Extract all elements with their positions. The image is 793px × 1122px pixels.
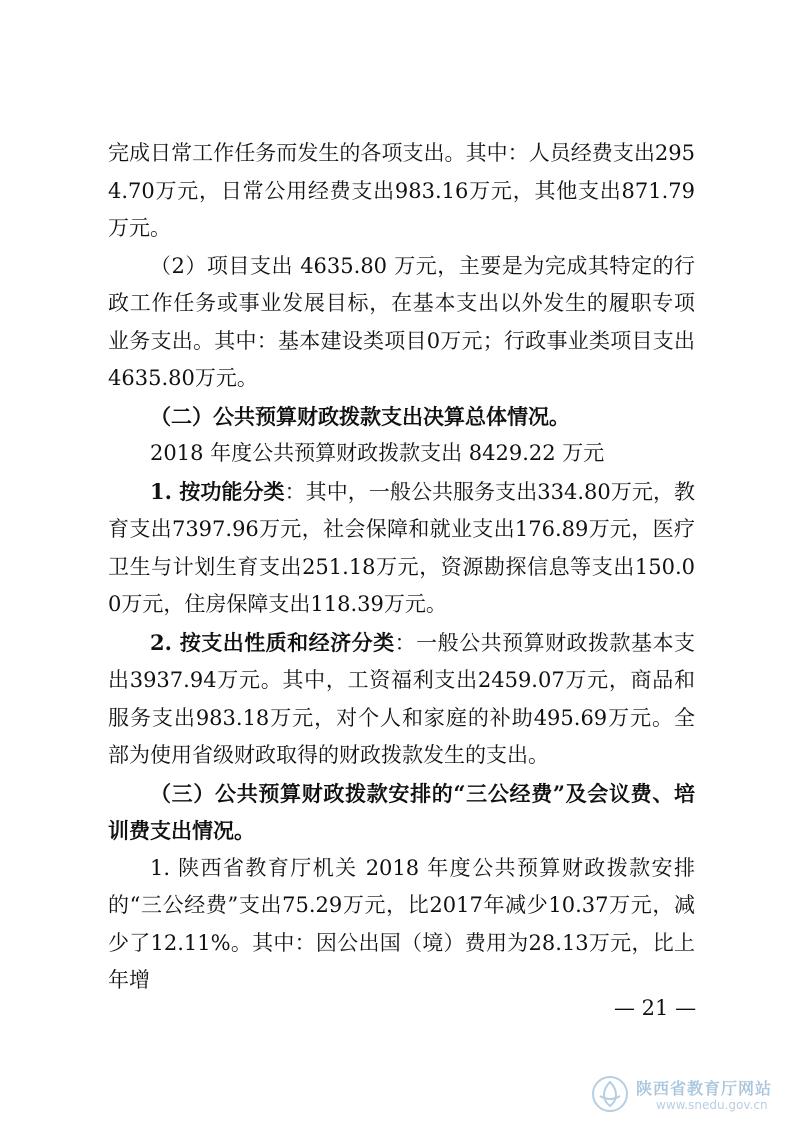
paragraph-staff-expenses: 完成日常工作任务而发生的各项支出。其中：人员经费支出2954.70万元，日常公用经费支出983.16万元，其他支出871.79万元。 <box>108 141 695 240</box>
paragraph-by-function <box>108 473 695 624</box>
paragraph-by-economic-nature <box>108 624 695 775</box>
text-by-economic-nature: ：一般公共预算财政拨款基本支出3937.94万元。其中，工资福利支出2459.07万元，商品和服务支出983.18万元，对个人和家庭的补助495.69万元。全部为使用省级财政取得的财政拨款发生的支出。 <box>108 630 696 767</box>
emblem-icon <box>590 1074 630 1114</box>
lead-by-function: 1. 按功能分类 <box>150 478 285 504</box>
text-by-function: ：其中，一般公共服务支出334.80万元，教育支出7397.96万元，社会保障和就业支出176.89万元，医疗卫生与计划生育支出251.18万元，资源勘探信息等支出150.00万元，住房保障支出118.39万元。 <box>108 479 696 616</box>
section-heading-3: （三）公共预算财政拨款安排的“三公经费”及会议费、培训费支出情况。 <box>108 780 695 843</box>
paragraph-total-expenditure: 2018 年度公共预算财政拨款支出 8429.22 万元 <box>150 441 605 465</box>
lead-by-economic-nature: 2. 按支出性质和经济分类 <box>150 629 395 655</box>
section-heading-2: （二）公共预算财政拨款支出决算总体情况。 <box>150 403 570 429</box>
document-body <box>108 135 695 1000</box>
site-watermark <box>590 1070 790 1120</box>
paragraph-three-public-expenses: 1. 陕西省教育厅机关 2018 年度公共预算财政拨款安排的“三公经费”支出75.29万元，比2017年减少10.37万元，减少了12.11%。其中：因公出国（境）费用为28.13万元，比上年增 <box>108 855 695 992</box>
watermark-title: 陕西省教育厅网站 <box>636 1079 773 1098</box>
paragraph-project-expenses: （2）项目支出 4635.80 万元，主要是为完成其特定的行政工作任务或事业发展目标，在基本支出以外发生的履职专项业务支出。其中：基本建设类项目0万元；行政事业类项目支出4635.80万元。 <box>108 253 695 390</box>
watermark-url: www.snedu.gov.cn <box>656 1098 768 1112</box>
page-number: — 21 — <box>614 996 697 1020</box>
